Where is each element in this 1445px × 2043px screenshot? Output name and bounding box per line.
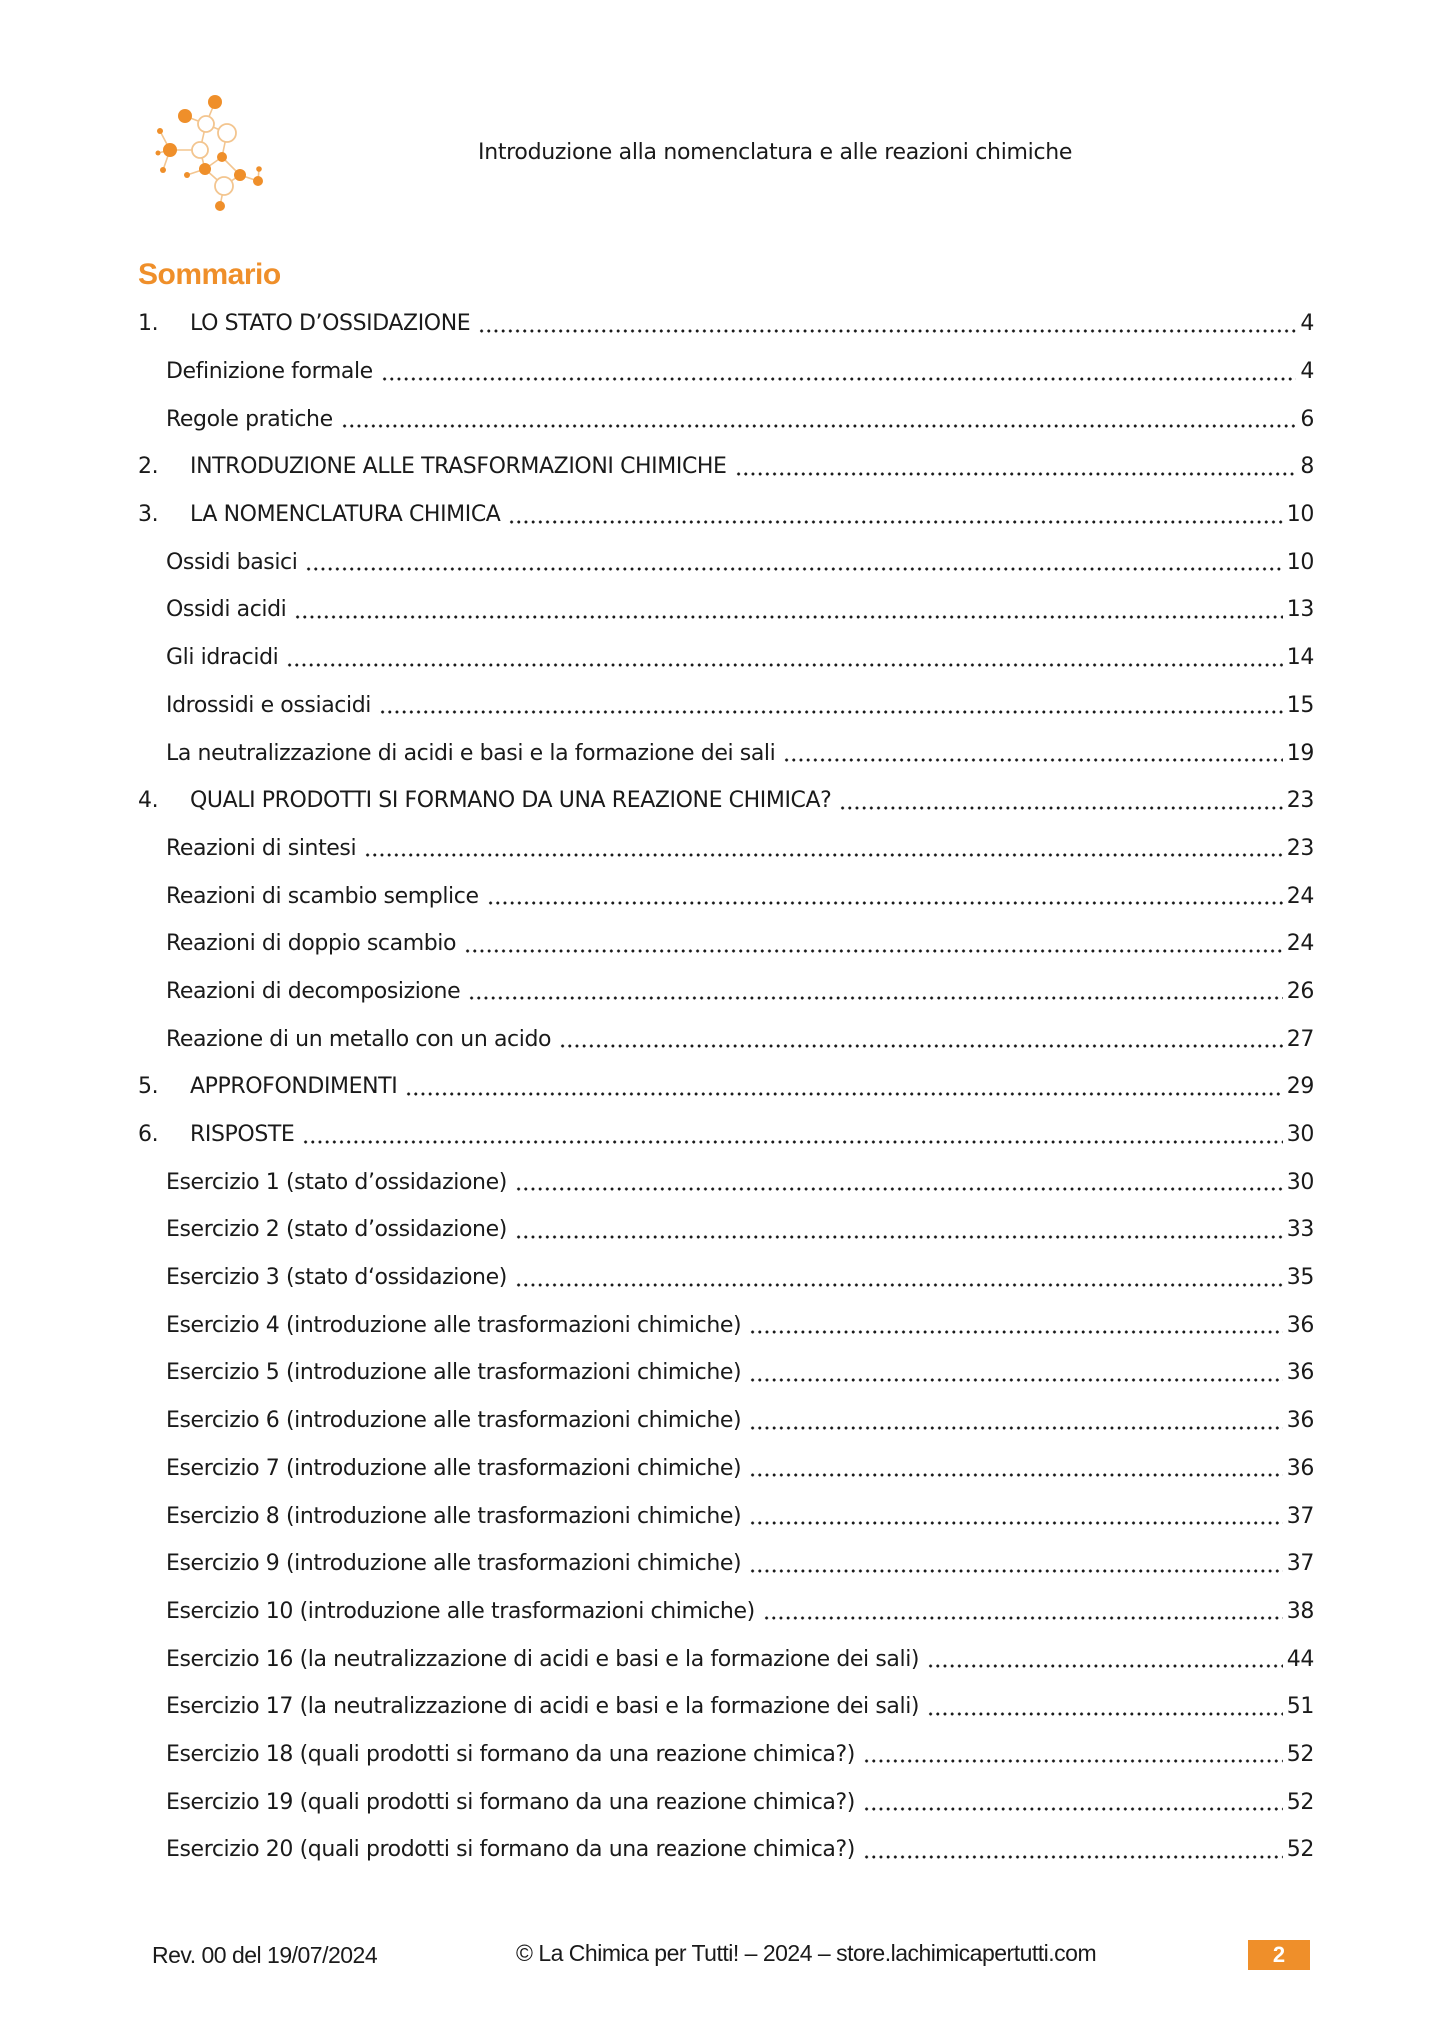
toc-entry-section[interactable] — [138, 348, 1318, 396]
toc-entry-label: Esercizio 18 (quali prodotti si formano da una reazione chimica?) — [166, 1741, 855, 1767]
toc-entry-page: 27 — [1286, 1026, 1314, 1052]
toc-entry-page: 37 — [1286, 1503, 1314, 1529]
table-of-contents — [138, 300, 1318, 1874]
toc-entry-label: La neutralizzazione di acidi e basi e la formazione dei sali — [166, 740, 776, 766]
toc-entry-page: 52 — [1286, 1789, 1314, 1815]
toc-entry-label: Esercizio 5 (introduzione alle trasformazioni chimiche) — [166, 1360, 742, 1386]
toc-entry-label: Esercizio 3 (stato d‘ossidazione) — [166, 1265, 507, 1291]
dot-leader — [559, 1028, 1283, 1050]
toc-entry-page: 23 — [1286, 835, 1314, 861]
toc-entry-section[interactable] — [138, 872, 1318, 920]
dot-leader — [863, 1791, 1283, 1813]
toc-entry-label: Esercizio 4 (introduzione alle trasformazioni chimiche) — [166, 1312, 742, 1338]
dot-leader — [381, 361, 1297, 383]
toc-entry-chapter[interactable] — [138, 443, 1318, 491]
toc-entry-section[interactable] — [138, 825, 1318, 873]
toc-entry-section[interactable] — [138, 1731, 1318, 1779]
toc-entry-section[interactable] — [138, 1588, 1318, 1636]
toc-entry-label: LA NOMENCLATURA CHIMICA — [190, 502, 501, 528]
toc-entry-label: Reazioni di scambio semplice — [166, 883, 479, 909]
toc-entry-page: 4 — [1300, 311, 1314, 337]
toc-entry-page: 19 — [1286, 740, 1314, 766]
toc-entry-chapter[interactable] — [138, 1063, 1318, 1111]
toc-entry-label: Esercizio 8 (introduzione alle trasformazioni chimiche) — [166, 1503, 742, 1529]
toc-entry-page: 38 — [1286, 1598, 1314, 1624]
toc-entry-section[interactable] — [138, 729, 1318, 777]
dot-leader — [839, 790, 1282, 812]
toc-entry-section[interactable] — [138, 1492, 1318, 1540]
dot-leader — [515, 1219, 1283, 1241]
toc-entry-page: 29 — [1286, 1074, 1314, 1100]
toc-entry-page: 35 — [1286, 1265, 1314, 1291]
toc-entry-page: 33 — [1286, 1217, 1314, 1243]
toc-entry-section[interactable] — [138, 968, 1318, 1016]
toc-entry-number: 2. — [138, 454, 159, 480]
toc-entry-section[interactable] — [138, 920, 1318, 968]
toc-entry-label: Idrossidi e ossiacidi — [166, 692, 371, 718]
toc-entry-section[interactable] — [138, 1445, 1318, 1493]
dot-leader — [863, 1839, 1283, 1861]
toc-entry-section[interactable] — [138, 586, 1318, 634]
dot-leader — [305, 551, 1282, 573]
toc-entry-section[interactable] — [138, 538, 1318, 586]
toc-entry-page: 37 — [1286, 1551, 1314, 1577]
toc-entry-page: 52 — [1286, 1837, 1314, 1863]
toc-entry-section[interactable] — [138, 1158, 1318, 1206]
toc-entry-chapter[interactable] — [138, 1111, 1318, 1159]
toc-entry-label: Esercizio 1 (stato d’ossidazione) — [166, 1169, 507, 1195]
toc-entry-section[interactable] — [138, 1254, 1318, 1302]
toc-entry-section[interactable] — [138, 634, 1318, 682]
dot-leader — [749, 1314, 1283, 1336]
toc-entry-label: Reazioni di sintesi — [166, 835, 357, 861]
dot-leader — [379, 694, 1283, 716]
dot-leader — [927, 1648, 1283, 1670]
dot-leader — [927, 1696, 1283, 1718]
toc-entry-page: 30 — [1286, 1122, 1314, 1148]
toc-entry-label: INTRODUZIONE ALLE TRASFORMAZIONI CHIMICHE — [190, 454, 727, 480]
toc-entry-label: Gli idracidi — [166, 645, 279, 671]
page-footer — [0, 1938, 1445, 1972]
dot-leader — [763, 1600, 1283, 1622]
toc-entry-chapter[interactable] — [138, 777, 1318, 825]
toc-entry-label: Reazioni di doppio scambio — [166, 931, 457, 957]
toc-entry-label: Definizione formale — [166, 359, 373, 385]
toc-entry-page: 36 — [1286, 1312, 1314, 1338]
copyright-notice: © La Chimica per Tutti! – 2024 – store.lachimicapertutti.com — [516, 1940, 1097, 1966]
toc-entry-label: Ossidi basici — [166, 549, 298, 575]
toc-entry-section[interactable] — [138, 682, 1318, 730]
toc-entry-section[interactable] — [138, 1015, 1318, 1063]
toc-title: Sommario — [138, 258, 281, 291]
toc-entry-page: 51 — [1286, 1694, 1314, 1720]
dot-leader — [749, 1457, 1283, 1479]
dot-leader — [735, 456, 1297, 478]
toc-entry-page: 52 — [1286, 1741, 1314, 1767]
toc-entry-label: Esercizio 2 (stato d’ossidazione) — [166, 1217, 507, 1243]
toc-entry-page: 36 — [1286, 1455, 1314, 1481]
toc-entry-page: 26 — [1286, 978, 1314, 1004]
toc-entry-label: Esercizio 7 (introduzione alle trasformazioni chimiche) — [166, 1455, 742, 1481]
page-number-badge — [1248, 1940, 1310, 1970]
toc-entry-number: 5. — [138, 1074, 159, 1100]
toc-entry-label: LO STATO D’OSSIDAZIONE — [190, 311, 471, 337]
dot-leader — [364, 837, 1283, 859]
dot-leader — [468, 980, 1283, 1002]
toc-entry-section[interactable] — [138, 1826, 1318, 1874]
dot-leader — [487, 885, 1283, 907]
toc-entry-section[interactable] — [138, 1301, 1318, 1349]
dot-leader — [508, 504, 1282, 526]
toc-entry-section[interactable] — [138, 1540, 1318, 1588]
toc-entry-label: Esercizio 20 (quali prodotti si formano da una reazione chimica?) — [166, 1837, 855, 1863]
toc-entry-label: Esercizio 9 (introduzione alle trasformazioni chimiche) — [166, 1551, 742, 1577]
toc-entry-chapter[interactable] — [138, 300, 1318, 348]
toc-entry-label: Esercizio 17 (la neutralizzazione di acidi e basi e la formazione dei sali) — [166, 1694, 920, 1720]
dot-leader — [749, 1505, 1283, 1527]
toc-entry-number: 4. — [138, 788, 159, 814]
toc-entry-page: 10 — [1286, 549, 1314, 575]
toc-entry-label: Esercizio 16 (la neutralizzazione di acidi e basi e la formazione dei sali) — [166, 1646, 920, 1672]
dot-leader — [294, 599, 1282, 621]
dot-leader — [405, 1076, 1282, 1098]
toc-entry-page: 24 — [1286, 883, 1314, 909]
dot-leader — [515, 1171, 1283, 1193]
toc-entry-chapter[interactable] — [138, 491, 1318, 539]
toc-entry-page: 15 — [1286, 692, 1314, 718]
toc-entry-number: 1. — [138, 311, 159, 337]
toc-entry-label: Reazioni di decomposizione — [166, 978, 461, 1004]
toc-entry-label: RISPOSTE — [190, 1122, 295, 1148]
dot-leader — [749, 1410, 1283, 1432]
toc-entry-section[interactable] — [138, 395, 1318, 443]
toc-entry-section[interactable] — [138, 1397, 1318, 1445]
dot-leader — [515, 1267, 1283, 1289]
toc-entry-page: 6 — [1300, 406, 1314, 432]
toc-entry-page: 4 — [1300, 359, 1314, 385]
dot-leader — [863, 1743, 1283, 1765]
toc-entry-page: 23 — [1286, 788, 1314, 814]
dot-leader — [478, 313, 1296, 335]
toc-entry-section[interactable] — [138, 1206, 1318, 1254]
toc-entry-number: 6. — [138, 1122, 159, 1148]
toc-entry-page: 24 — [1286, 931, 1314, 957]
toc-entry-page: 44 — [1286, 1646, 1314, 1672]
molecule-logo-icon — [140, 80, 300, 220]
dot-leader — [749, 1362, 1283, 1384]
toc-entry-page: 14 — [1286, 645, 1314, 671]
toc-entry-section[interactable] — [138, 1683, 1318, 1731]
toc-entry-page: 36 — [1286, 1360, 1314, 1386]
toc-entry-label: Reazione di un metallo con un acido — [166, 1026, 552, 1052]
revision-label: Rev. 00 del 19/07/2024 — [152, 1942, 378, 1968]
toc-entry-page: 13 — [1286, 597, 1314, 623]
toc-entry-section[interactable] — [138, 1635, 1318, 1683]
dot-leader — [302, 1124, 1282, 1146]
toc-entry-label: APPROFONDIMENTI — [190, 1074, 398, 1100]
toc-entry-label: Esercizio 19 (quali prodotti si formano da una reazione chimica?) — [166, 1789, 855, 1815]
dot-leader — [783, 742, 1282, 764]
toc-entry-section[interactable] — [138, 1778, 1318, 1826]
toc-entry-label: Ossidi acidi — [166, 597, 287, 623]
toc-entry-page: 10 — [1286, 502, 1314, 528]
toc-entry-label: Esercizio 10 (introduzione alle trasformazioni chimiche) — [166, 1598, 755, 1624]
toc-entry-label: QUALI PRODOTTI SI FORMANO DA UNA REAZIONE CHIMICA? — [190, 788, 832, 814]
document-header-title: Introduzione alla nomenclatura e alle reazioni chimiche — [478, 140, 1073, 165]
toc-entry-label: Regole pratiche — [166, 406, 333, 432]
dot-leader — [464, 933, 1283, 955]
toc-entry-number: 3. — [138, 502, 159, 528]
dot-leader — [286, 647, 1282, 669]
toc-entry-page: 36 — [1286, 1408, 1314, 1434]
page-number: 2 — [1272, 1942, 1286, 1967]
dot-leader — [749, 1553, 1283, 1575]
dot-leader — [341, 408, 1297, 430]
toc-entry-label: Esercizio 6 (introduzione alle trasformazioni chimiche) — [166, 1408, 742, 1434]
toc-entry-section[interactable] — [138, 1349, 1318, 1397]
toc-entry-page: 30 — [1286, 1169, 1314, 1195]
toc-entry-page: 8 — [1300, 454, 1314, 480]
